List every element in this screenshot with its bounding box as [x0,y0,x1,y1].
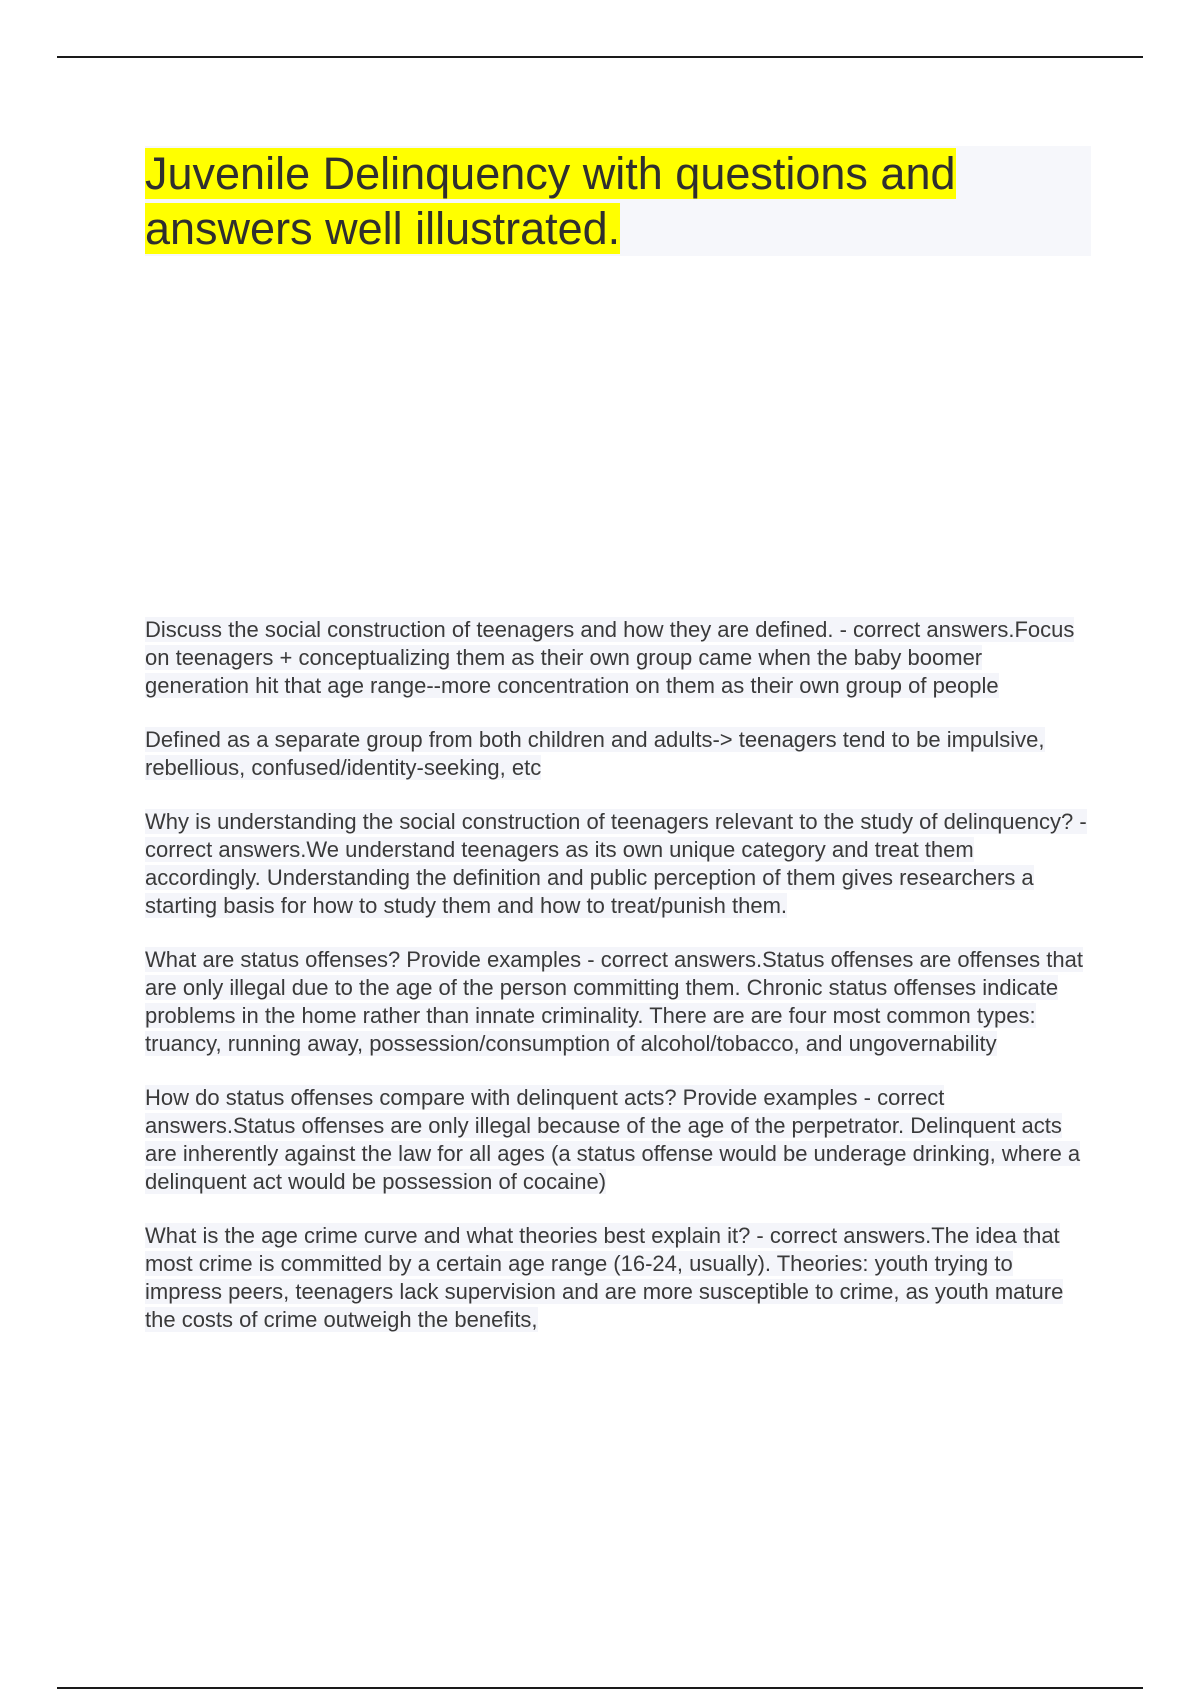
paragraph-text: How do status offenses compare with delinquent acts? Provide examples - correct answers.Status offenses are only illegal because of the age of the perpetrator. Delinquent acts are inherently against the law for all ages (a status offense would be underage drinking, where a delinquent act would be possession of cocaine) [145,1085,1081,1194]
paragraph-text: Defined as a separate group from both children and adults-> teenagers tend to be impulsive, rebellious, confused/identity-seeking, etc [145,727,1045,780]
title-highlight: Juvenile Delinquency with questions and answers well illustrated. [145,148,956,254]
paragraph [145,726,1091,782]
paragraph-text: What are status offenses? Provide examples - correct answers.Status offenses are offenses that are only illegal due to the age of the person committing them. Chronic status offenses indicate problems in the home rather than innate criminality. There are are four most common types: truancy, running away, possession/consumption of alcohol/tobacco, and ungovernability [145,947,1083,1056]
paragraph [145,808,1091,920]
top-rule [57,56,1143,58]
paragraph [145,1084,1091,1196]
document-body [145,616,1091,1360]
document-title [145,146,1091,256]
paragraph [145,616,1091,700]
paragraph-text: What is the age crime curve and what theories best explain it? - correct answers.The idea that most crime is committed by a certain age range (16-24, usually). Theories: youth trying to impress peers, teenagers lack supervision and are more susceptible to crime, as youth mature the costs of crime outweigh the benefits, [145,1223,1064,1332]
paragraph-text: Discuss the social construction of teenagers and how they are defined. - correct answers.Focus on teenagers + conceptualizing them as their own group came when the baby boomer generation hit that age range--more concentration on them as their own group of people [145,617,1075,698]
paragraph-text: Why is understanding the social construction of teenagers relevant to the study of delinquency? - correct answers.We understand teenagers as its own unique category and treat them accordingly. Understanding the definition and public perception of them gives researchers a starting basis for how to study them and how to treat/punish them. [145,809,1087,918]
bottom-rule [57,1687,1143,1689]
paragraph [145,946,1091,1058]
paragraph [145,1222,1091,1334]
title-block [145,146,1091,256]
